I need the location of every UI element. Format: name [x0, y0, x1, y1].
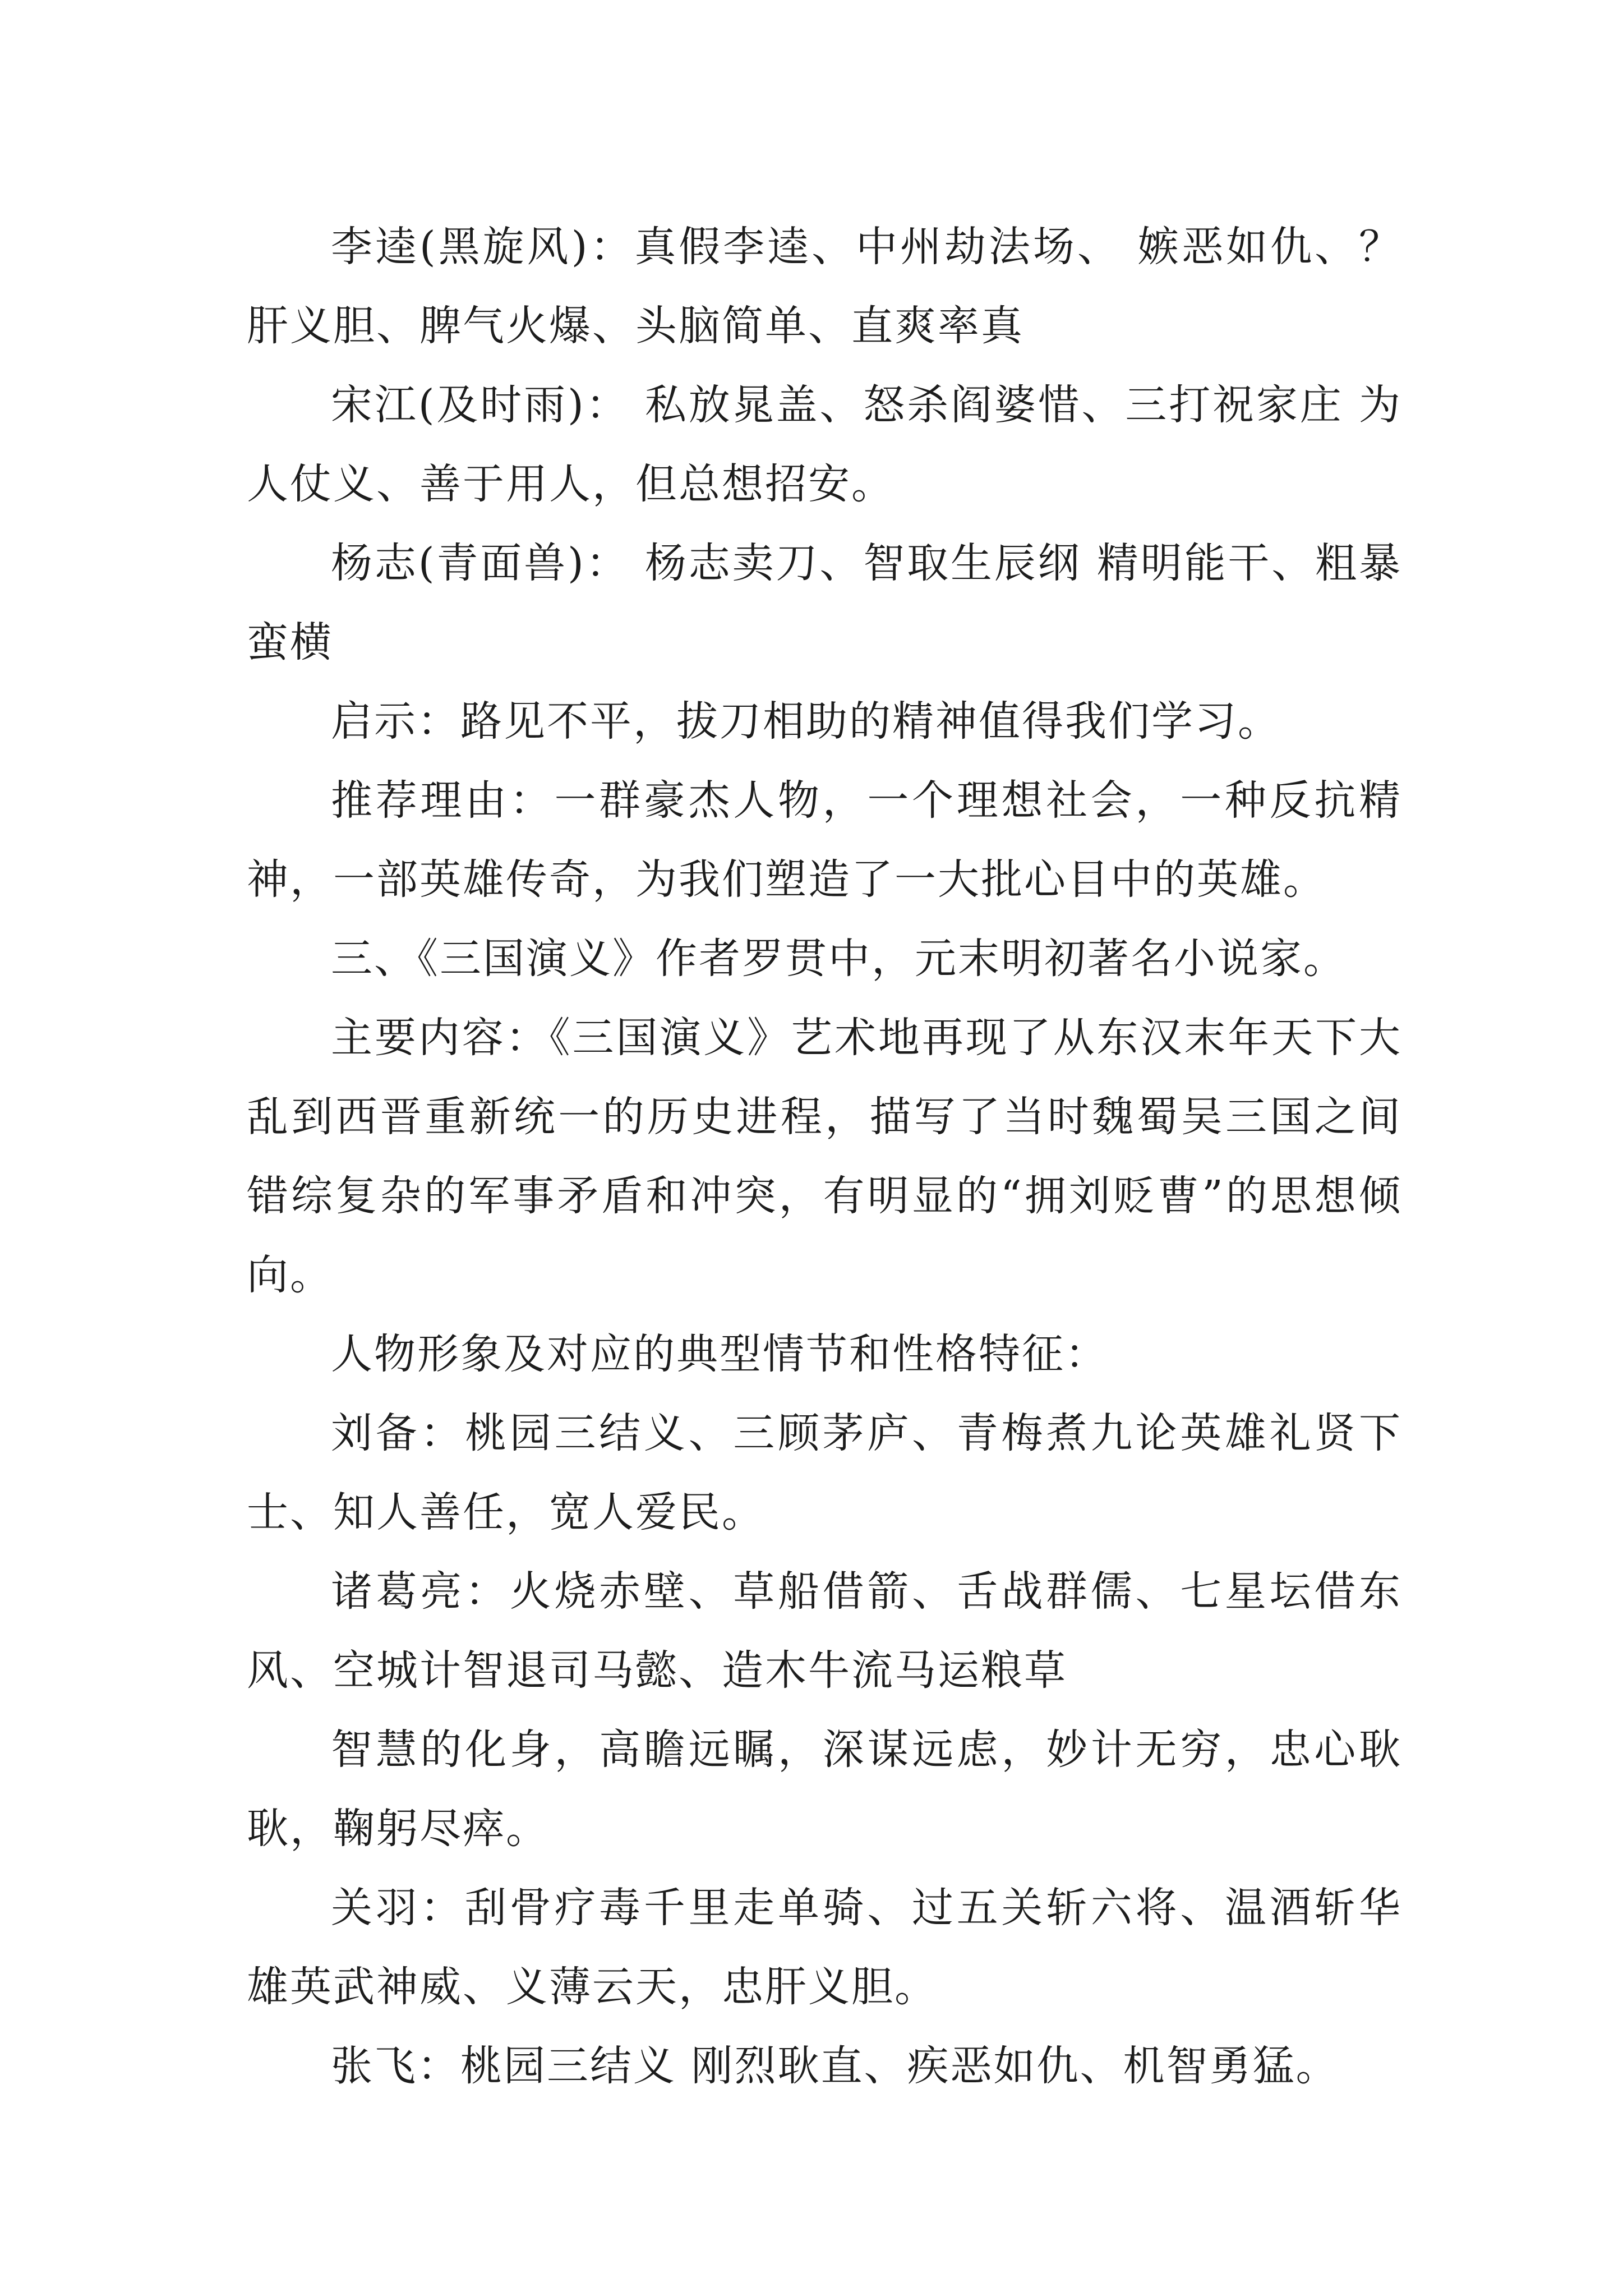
body-text [247, 208, 1402, 2106]
paragraph-liu-bei: 刘备：桃园三结义、三顾茅庐、青梅煮九论英雄礼贤下士、知人善任，宽人爱民。 [247, 1409, 1402, 1536]
paragraph-inspiration: 启示：路见不平，拔刀相助的精神值得我们学习。 [331, 697, 1281, 746]
paragraph-three-kingdoms-author: 三、《三国演义》作者罗贯中，元末明初著名小说家。 [331, 935, 1347, 983]
paragraph-zhang-fei: 张飞：桃园三结义 刚烈耿直、疾恶如仇、机智勇猛。 [331, 2042, 1339, 2090]
paragraph-guan-yu: 关羽：刮骨疗毒千里走单骑、过五关斩六将、温酒斩华雄英武神威、义薄云天，忠肝义胆。 [247, 1884, 1402, 2011]
paragraph-main-content: 主要内容：《三国演义》艺术地再现了从东汉末年天下大乱到西晋重新统一的历史进程，描写了当时魏蜀吴三国之间错综复杂的军事矛盾和冲突，有明显的“拥刘贬曹”的思想倾向。 [247, 1014, 1402, 1299]
paragraph-characters-heading: 人物形象及对应的典型情节和性格特征： [331, 1330, 1108, 1378]
paragraph-yang-zhi: 杨志(青面兽)： 杨志卖刀、智取生辰纲 精明能干、粗暴蛮横 [247, 539, 1402, 666]
paragraph-recommendation: 推荐理由：一群豪杰人物，一个理想社会，一种反抗精神，一部英雄传奇，为我们塑造了一大批心目中的英雄。 [247, 776, 1402, 904]
paragraph-zhuge-liang-traits: 智慧的化身，高瞻远瞩，深谋远虑，妙计无穷，忠心耿耿，鞠躬尽瘁。 [247, 1726, 1402, 1853]
paragraph-song-jiang: 宋江(及时雨)： 私放晁盖、怒杀阎婆惜、三打祝家庄 为人仗义、善于用人，但总想招安。 [247, 381, 1402, 508]
paragraph-li-kui: 李逵(黑旋风)：真假李逵、中州劫法场、 嫉恶如仇、？肝义胆、脾气火爆、头脑简单、直爽率真 [247, 223, 1402, 350]
paragraph-zhuge-liang: 诸葛亮：火烧赤壁、草船借箭、舌战群儒、七星坛借东风、空城计智退司马懿、造木牛流马运粮草 [247, 1567, 1402, 1695]
